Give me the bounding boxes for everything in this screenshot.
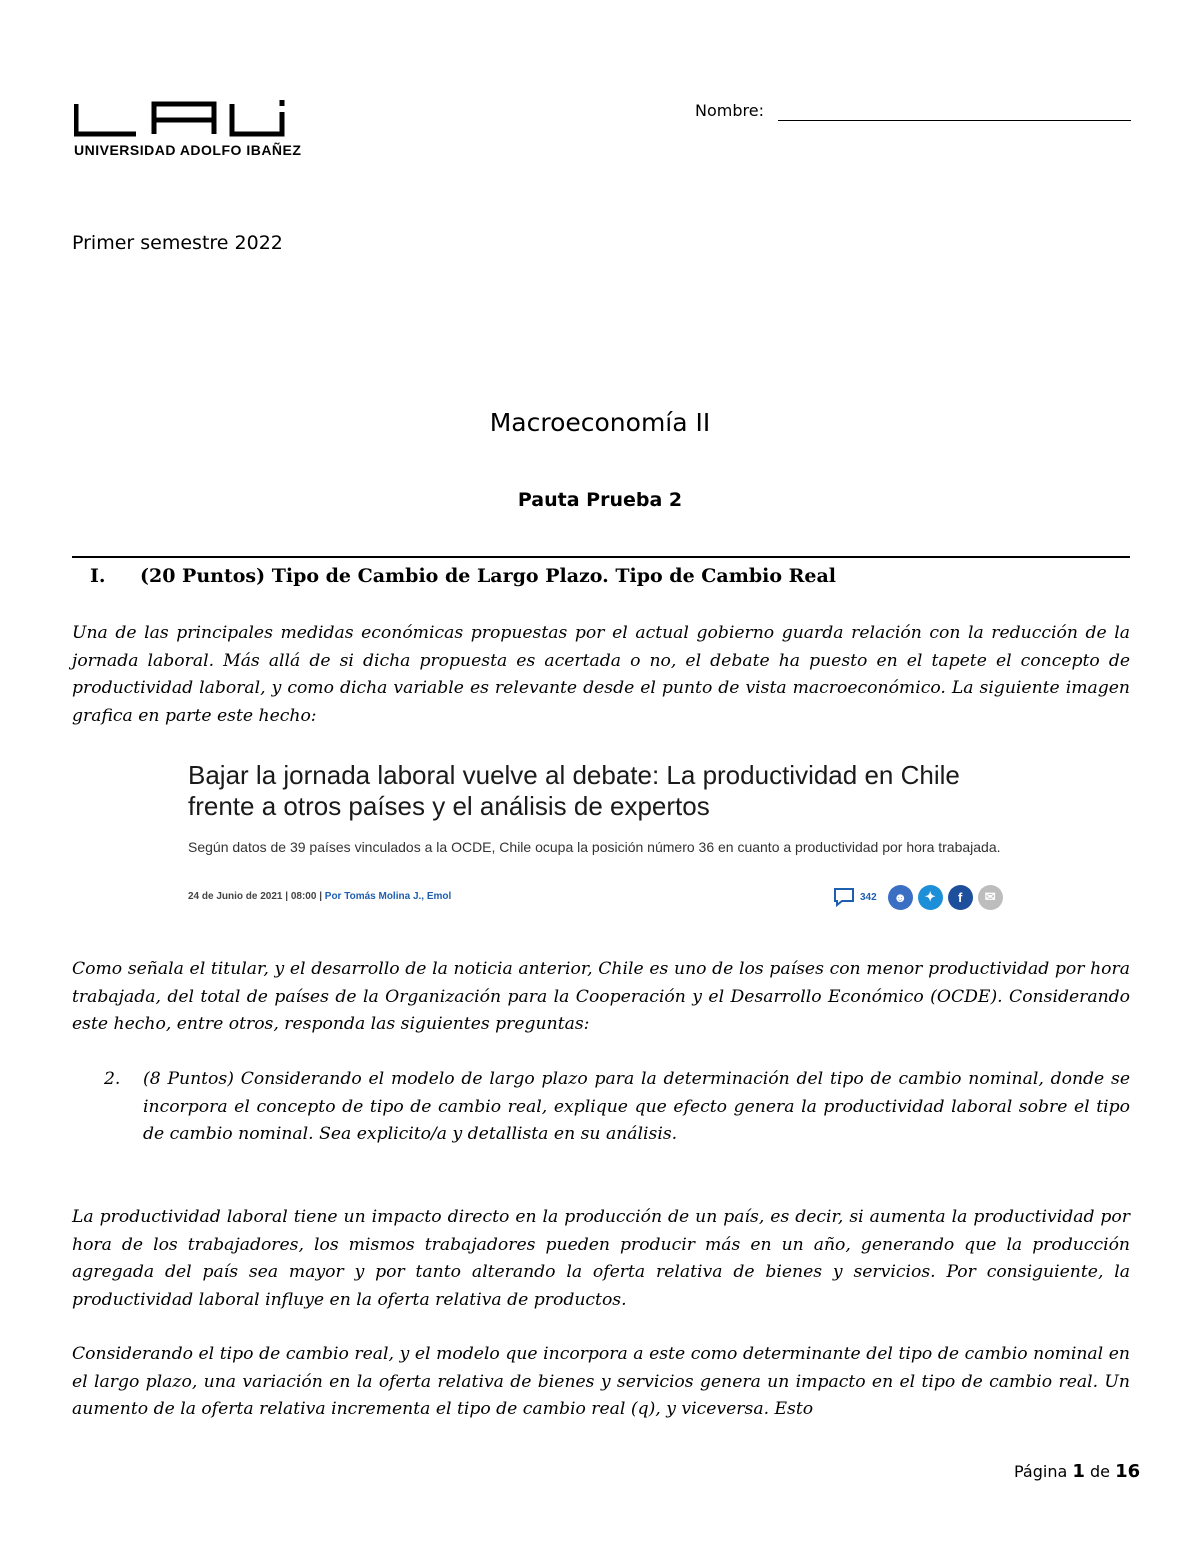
page-word: Página bbox=[1014, 1462, 1068, 1481]
question-text: (8 Puntos) Considerando el modelo de largo plazo para la determinación del tipo de cambio nominal, donde se incorpora el concepto de tipo de cambio real, explique que efecto genera la productividad laboral sobre el tipo de cambio nominal. Sea explicito/a y detallista en su análisis. bbox=[143, 1069, 1130, 1144]
intro-paragraph: Una de las principales medidas económicas propuestas por el actual gobierno guarda relación con la reducción de la jornada laboral. Más allá de si dicha propuesta es acertada o no, el debate ha puesto en el tapete el concepto de productividad laboral, y como dicha variable es relevante desde el punto de vista macroeconómico. La siguiente imagen grafica en parte este hecho: bbox=[72, 623, 1130, 726]
page-number: 1 bbox=[1072, 1461, 1085, 1482]
news-clipping bbox=[188, 760, 1018, 920]
of-word: de bbox=[1090, 1462, 1110, 1481]
course-title: Macroeconomía II bbox=[489, 408, 711, 437]
question-number: 2. bbox=[104, 1069, 121, 1089]
divider bbox=[72, 556, 1130, 558]
section-title: (20 Puntos) Tipo de Cambio de Largo Plazo. Tipo de Cambio Real bbox=[140, 565, 837, 587]
uai-logo-mark bbox=[74, 100, 296, 140]
news-subtitle: Según datos de 39 países vinculados a la OCDE, Chile ocupa la posición número 36 en cuanto a productividad por hora trabajada. bbox=[188, 839, 1001, 855]
university-name: UNIVERSIDAD ADOLFO IBAÑEZ bbox=[74, 142, 302, 158]
semester-label: Primer semestre 2022 bbox=[72, 232, 283, 254]
page-footer bbox=[1014, 1461, 1140, 1482]
name-underline[interactable] bbox=[778, 120, 1131, 121]
section-number: I. bbox=[90, 565, 106, 587]
answer-paragraph-2: Considerando el tipo de cambio real, y el modelo que incorpora a este como determinante del tipo de cambio nominal en el largo plazo, una variación en la oferta relativa de bienes y servicios genera un impacto en el tipo de cambio real. Un aumento de la oferta relativa incrementa el tipo de cambio real (q), y viceversa. Esto bbox=[72, 1344, 1130, 1419]
email-icon: ✉ bbox=[978, 885, 1003, 910]
facebook-icon: f bbox=[948, 885, 973, 910]
comment-count: 342 bbox=[860, 891, 877, 903]
social-bar bbox=[833, 884, 1003, 910]
comment-icon bbox=[833, 887, 855, 907]
answer-paragraph-1: La productividad laboral tiene un impacto directo en la producción de un país, es decir, si aumenta la productividad por hora de los trabajadores, los mismos trabajadores pueden producir más en un año, generando que la producción agregada del país sea mayor y por tanto alterando la oferta relativa de bienes y servicios. Por consiguiente, la productividad laboral influye en la oferta relativa de productos. bbox=[72, 1207, 1130, 1310]
page-total: 16 bbox=[1115, 1461, 1141, 1482]
news-headline: Bajar la jornada laboral vuelve al debate: La productividad en Chile frente a otros países y el análisis de expertos bbox=[188, 760, 960, 821]
context-paragraph: Como señala el titular, y el desarrollo de la noticia anterior, Chile es uno de los países con menor productividad por hora trabajada, del total de países de la Organización para la Cooperación y el Desarrollo Económico (OCDE). Considerando este hecho, entre otros, responda las siguientes preguntas: bbox=[72, 959, 1130, 1034]
twitter-icon: ✦ bbox=[918, 885, 943, 910]
news-date: 24 de Junio de 2021 | 08:00 | bbox=[188, 891, 322, 902]
news-author: Por Tomás Molina J., Emol bbox=[324, 891, 452, 902]
news-meta bbox=[188, 891, 451, 902]
exam-title: Pauta Prueba 2 bbox=[517, 489, 683, 511]
university-logo bbox=[74, 100, 302, 162]
section-heading bbox=[90, 565, 836, 587]
name-label: Nombre: bbox=[695, 101, 764, 120]
name-field[interactable] bbox=[695, 101, 1131, 125]
messenger-icon: ☻ bbox=[888, 885, 913, 910]
